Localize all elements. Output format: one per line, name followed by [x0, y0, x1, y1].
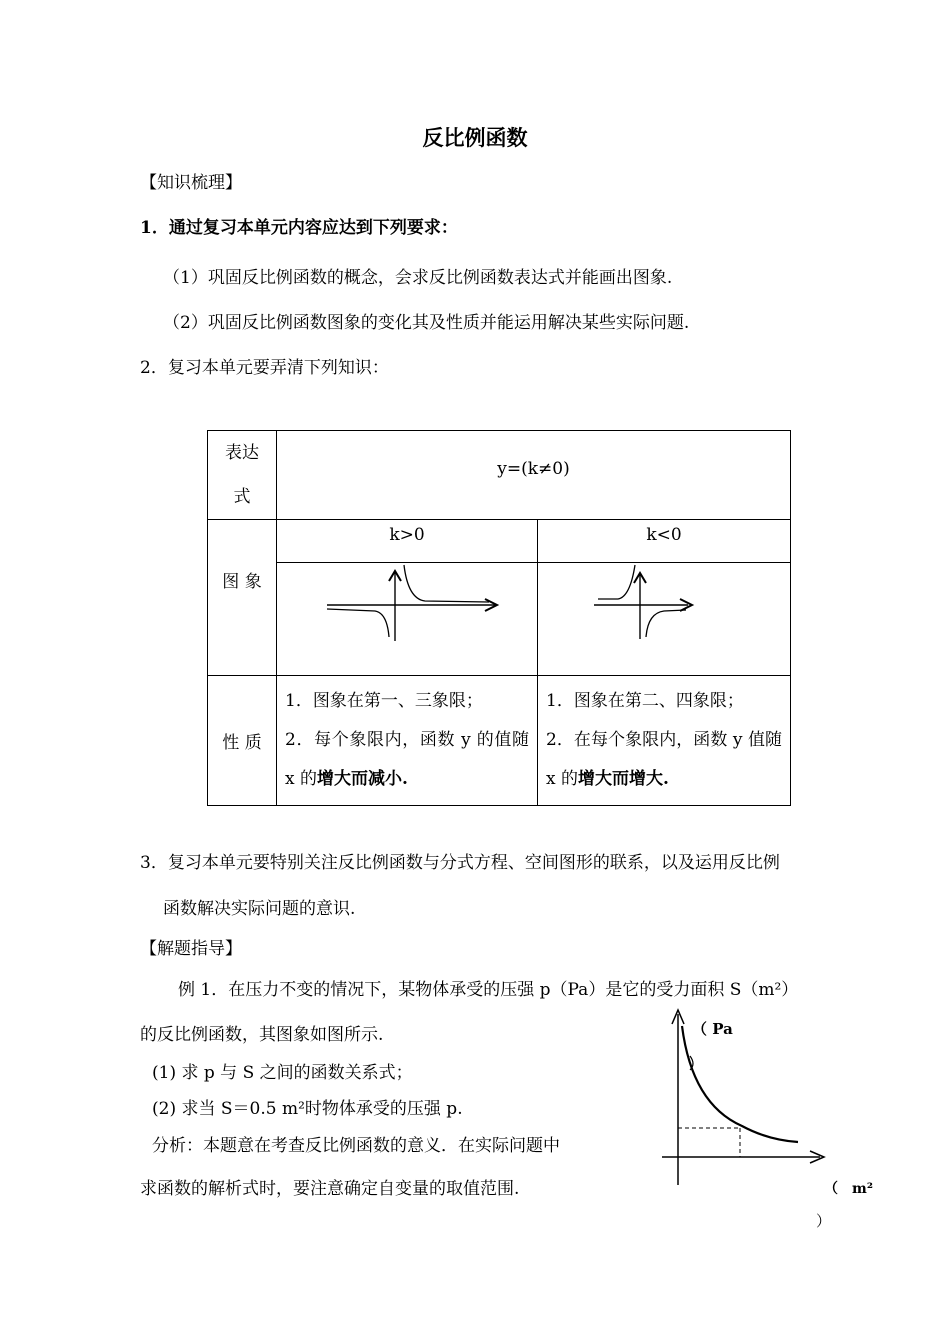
item-3-line-1: 3．复习本单元要特别关注反比例函数与分式方程、空间图形的联系，以及运用反比例 [140, 853, 780, 873]
example-1-question-1: (1) 求 p 与 S 之间的函数关系式； [152, 1063, 413, 1083]
branch-quadrant-3 [327, 609, 389, 637]
branch-quadrant-2 [598, 565, 635, 599]
branch-quadrant-4 [646, 610, 686, 637]
pos-prop-2: 2．每个象限内，函数 y 的值随 x 的 [285, 730, 529, 789]
graph-label: 图 象 [222, 572, 262, 592]
page-title: 反比例函数 [422, 125, 528, 150]
k-positive-label: k>0 [389, 525, 425, 545]
k-positive-properties [277, 676, 538, 806]
section-heading-knowledge: 【知识梳理】 [140, 173, 242, 193]
pressure-area-graph [650, 1000, 830, 1190]
k-positive-header [277, 520, 538, 563]
neg-prop-2-emphasis: 增大而增大. [578, 769, 669, 789]
pressure-curve [682, 1026, 798, 1142]
example-1-line-2: 的反比例函数，其图象如图所示. [140, 1025, 384, 1045]
expr-label-line2: 式 [233, 487, 251, 507]
k-negative-properties [538, 676, 791, 806]
example-1-line-1: 例 1．在压力不变的情况下，某物体承受的压强 p（Pa）是它的受力面积 S（m²） [178, 980, 799, 1000]
example-1-question-2: (2) 求当 S＝0.5 m²时物体承受的压强 p. [152, 1099, 463, 1119]
pos-prop-1: 1．图象在第一、三象限； [285, 691, 483, 711]
item-1-sub-1: （1）巩固反比例函数的概念，会求反比例函数表达式并能画出图象. [163, 268, 673, 288]
neg-prop-1: 1．图象在第二、四象限； [546, 691, 744, 711]
section-heading-guidance: 【解题指导】 [140, 939, 242, 959]
pos-prop-2-emphasis: 增大而减小. [317, 769, 408, 789]
item-1-sub-2: （2）巩固反比例函数图象的变化其及性质并能运用解决某些实际问题. [163, 313, 690, 333]
graph-y-label: （ Pa [692, 1020, 733, 1038]
analysis-line-1: 分析：本题意在考查反比例函数的意义．在实际问题中 [152, 1136, 560, 1156]
prop-label: 性 质 [222, 733, 262, 753]
k-negative-header [538, 520, 791, 563]
item-3-line-2: 函数解决实际问题的意识. [163, 899, 356, 919]
item-2: 2．复习本单元要弄清下列知识： [140, 358, 389, 378]
item-1: 1．通过复习本单元内容应达到下列要求： [140, 218, 458, 238]
branch-quadrant-1 [404, 565, 489, 602]
prop-label-cell [208, 676, 277, 806]
expr-value: y=(k≠0) [497, 459, 570, 479]
graph-label-cell [208, 520, 277, 676]
analysis-line-2: 求函数的解析式时，要注意确定自变量的取值范围. [140, 1179, 520, 1199]
expr-label-cell [208, 431, 277, 520]
knowledge-table [207, 430, 791, 806]
expr-label-line1: 表达 [225, 443, 259, 463]
k-positive-hyperbola-graph [277, 563, 537, 675]
k-negative-graph-cell [538, 563, 791, 676]
k-negative-hyperbola-graph [538, 563, 790, 675]
graph-x-label-close: ） [816, 1212, 832, 1230]
expr-value-cell [277, 431, 791, 520]
k-negative-label: k<0 [646, 525, 682, 545]
k-positive-graph-cell [277, 563, 538, 676]
graph-x-label: （ m² [824, 1181, 873, 1197]
neg-prop-2: 2．在每个象限内，函数 y 值随 x 的 [546, 730, 782, 789]
